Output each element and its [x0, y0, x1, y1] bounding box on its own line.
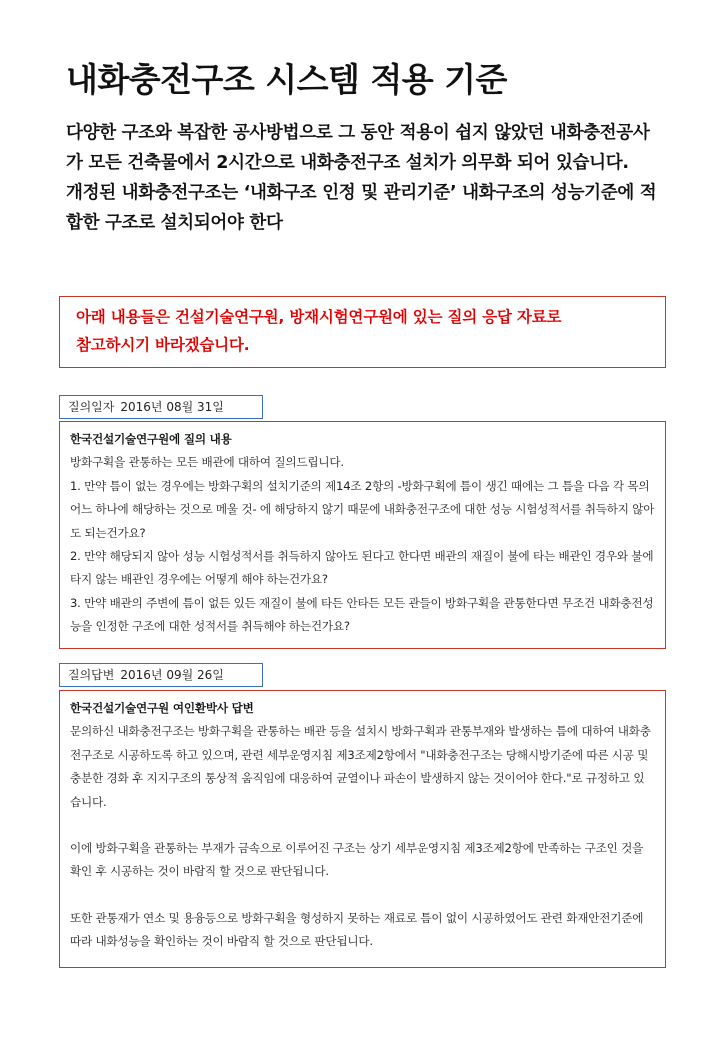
question-date-tab: [59, 395, 263, 419]
question-box: [59, 421, 666, 649]
notice-line: 참고하시기 바라겠습니다.: [76, 336, 250, 354]
question-paragraph: 방화구획을 관통하는 모든 배관에 대하여 질의드립니다.: [70, 455, 344, 470]
paragraph-spacer: [70, 884, 655, 907]
answer-paragraph: 또한 관통재가 연소 및 용융등으로 방화구획을 형성하지 못하는 재료로 틈이 없이 시공하였어도 관련 화재안전기준에 따라 내화성능을 확인하는 것이 바람직 할 것으로 판단됩니다.: [70, 910, 644, 949]
question-paragraph: 1. 만약 틈이 없는 경우에는 방화구획의 설치기준의 제14조 2항의 -방화구획에 틈이 생긴 때에는 그 틈을 다음 각 목의 어느 하나에 해당하는 것으로 메울 것- 에 해당하지 않기 때문에 내화충전구조에 대한 성능 시험성적서를 취득하지 않아도 되는건가요?: [70, 478, 655, 540]
intro-paragraph: 다양한 구조와 복잡한 공사방법으로 그 동안 적용이 쉽지 않았던 내화충전공사가 모든 건축물에서 2시간으로 내화충전구조 설치가 의무화 되어 있습니다.: [66, 123, 650, 173]
question-date-value: 2016년 08월 31일: [120, 400, 224, 414]
notice-box: [59, 296, 666, 368]
answer-heading: 한국건설기술연구원 여인환박사 답변: [70, 701, 254, 715]
question-heading: 한국건설기술연구원에 질의 내용: [70, 432, 232, 446]
page-title: 내화충전구조 시스템 적용 기준: [66, 60, 507, 99]
paragraph-spacer: [70, 814, 655, 837]
question-paragraph: 2. 만약 해당되지 않아 성능 시험성적서를 취득하지 않아도 된다고 한다면 배관의 재질이 불에 타는 배관인 경우와 불에 타지 않는 배관인 경우에는 어떻게 해야 하는건가요?: [70, 549, 654, 587]
answer-paragraph: 문의하신 내화충전구조는 방화구획을 관통하는 배관 등을 설치시 방화구획과 관통부재와 발생하는 틈에 대하여 내화충전구조로 시공하도록 하고 있으며, 관련 세부운영지침 제3조제2항에서 "내화충전구조는 당해시방기준에 따른 시공 및 충분한 경화 후 지지구조의 통상적 움직임에 대응하여 균열이나 파손이 발생하지 않는 것이어야 한다."로 규정하고 있습니다.: [70, 724, 651, 809]
answer-date-label: 질의답변: [68, 668, 115, 682]
question-date-label: 질의일자: [68, 400, 115, 414]
notice-line: 아래 내용들은 건설기술연구원, 방재시험연구원에 있는 질의 응답 자료로: [76, 308, 562, 326]
intro-paragraph: 개정된 내화충전구조는 ‘내화구조 인정 및 관리기준’ 내화구조의 성능기준에 적합한 구조로 설치되어야 한다: [66, 183, 657, 233]
intro-text: [66, 118, 666, 238]
answer-date-value: 2016년 09월 26일: [120, 668, 224, 682]
answer-box: [59, 690, 666, 968]
question-paragraph: 3. 만약 배관의 주변에 틈이 없든 있든 재질이 불에 타든 안타든 모든 관들이 방화구획을 관통한다면 무조건 내화충전성능을 인정한 구조에 대한 성적서를 취득해야 하는건가요?: [70, 595, 654, 634]
answer-paragraph: 이에 방화구획을 관통하는 부재가 금속으로 이루어진 구조는 상기 세부운영지침 제3조제2항에 만족하는 구조인 것을 확인 후 시공하는 것이 바람직 할 것으로 판단됩니다.: [70, 841, 644, 879]
answer-date-tab: [59, 663, 263, 687]
